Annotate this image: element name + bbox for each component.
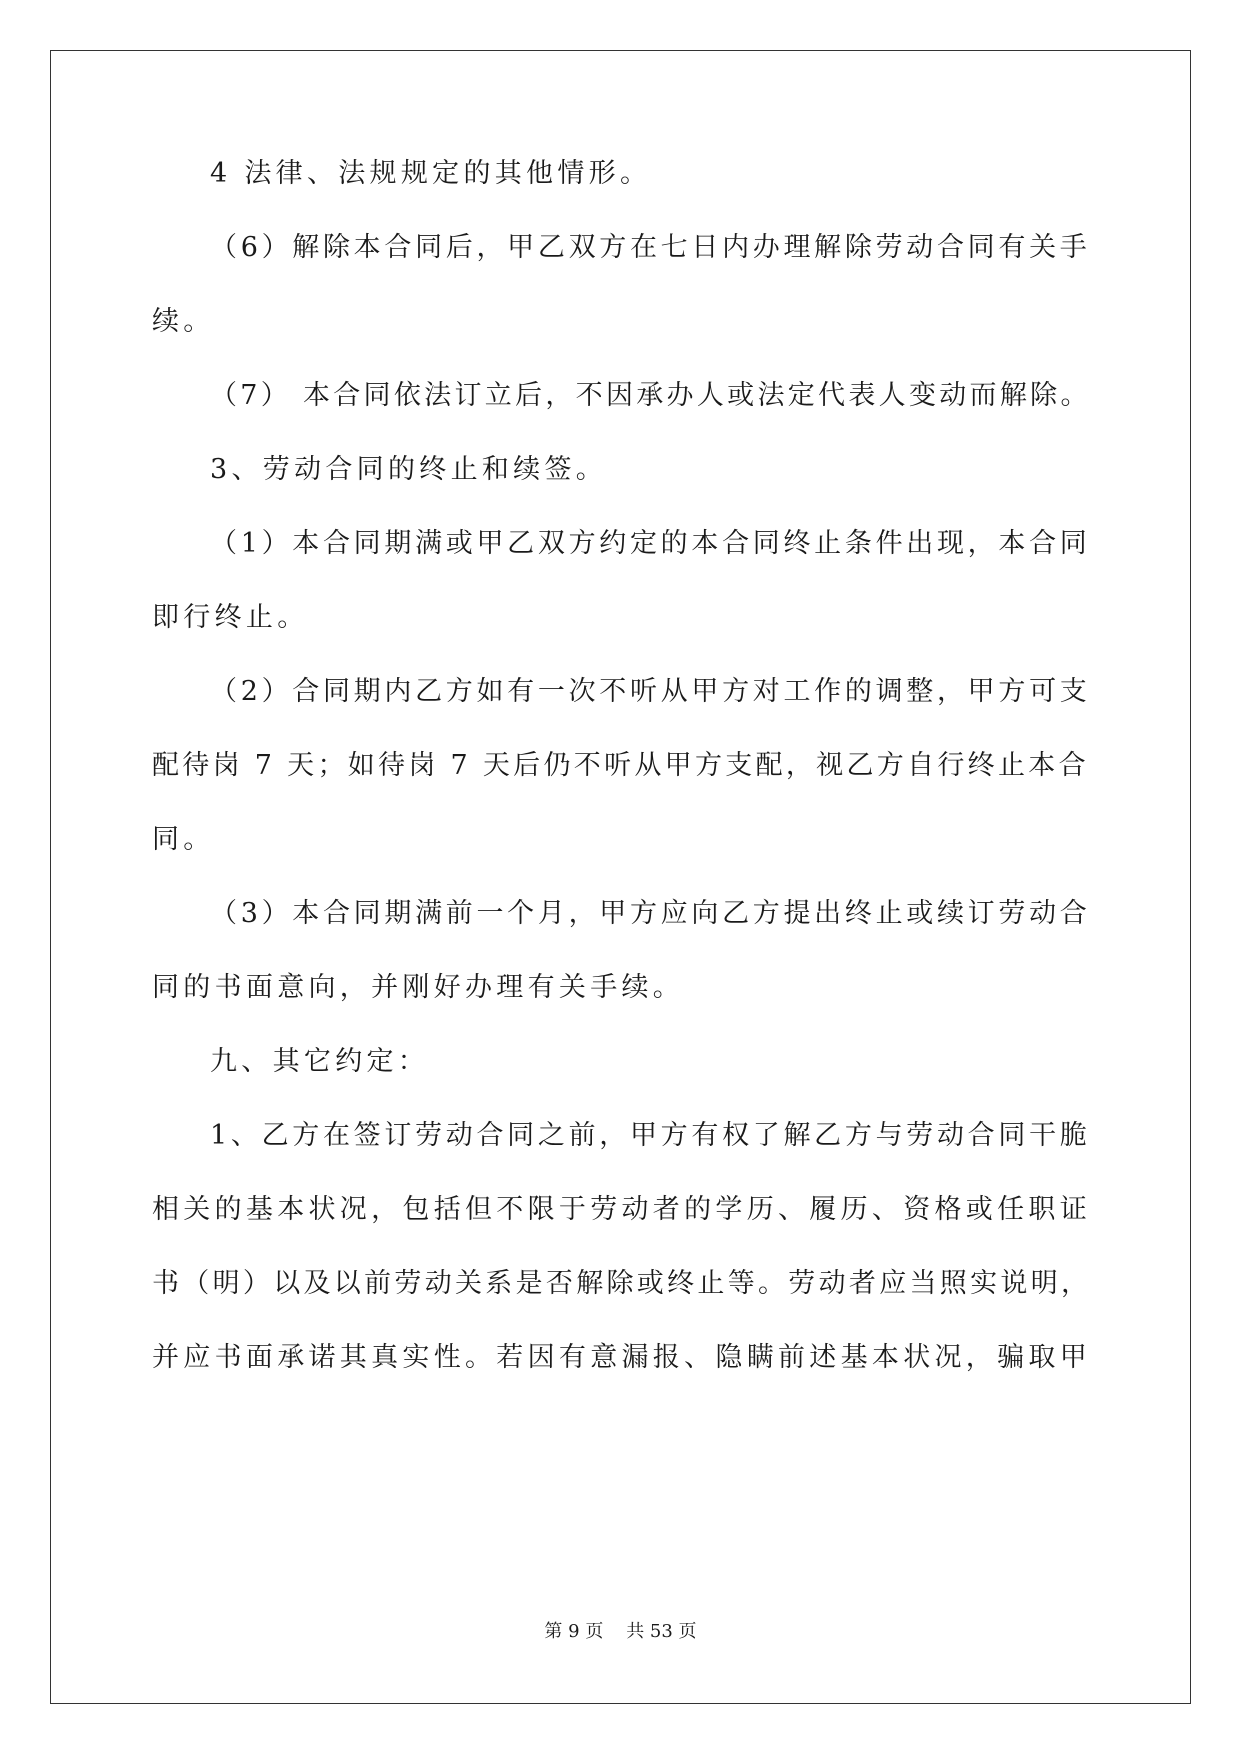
paragraph-line: 同。 <box>152 824 215 855</box>
paragraph-line: （7） 本合同依法订立后，不因承办人或法定代表人变动而解除。 <box>210 380 1091 411</box>
paragraph-line: 书（明）以及以前劳动关系是否解除或终止等。劳动者应当照实说明， <box>152 1268 1092 1299</box>
paragraph-line: 同的书面意向，并刚好办理有关手续。 <box>152 972 685 1003</box>
paragraph-line: 4 法律、法规规定的其他情形。 <box>210 158 652 189</box>
paragraph-line: 相关的基本状况，包括但不限于劳动者的学历、履历、资格或任职证 <box>152 1194 1091 1225</box>
paragraph-line: （3）本合同期满前一个月，甲方应向乙方提出终止或续订劳动合 <box>210 898 1091 929</box>
paragraph-line: 续。 <box>152 306 215 337</box>
paragraph-line: （1）本合同期满或甲乙双方约定的本合同终止条件出现，本合同 <box>210 528 1091 559</box>
paragraph-line: 配待岗 7 天；如待岗 7 天后仍不听从甲方支配，视乙方自行终止本合 <box>152 750 1089 781</box>
paragraph-line: 九、其它约定： <box>210 1046 430 1077</box>
paragraph-line: （2）合同期内乙方如有一次不听从甲方对工作的调整，甲方可支 <box>210 676 1091 707</box>
paragraph-line: 3、劳动合同的终止和续签。 <box>210 454 608 485</box>
page-number-footer: 第 9 页 共 53 页 <box>544 1621 697 1642</box>
paragraph-line: （6）解除本合同后，甲乙双方在七日内办理解除劳动合同有关手 <box>210 232 1091 263</box>
page-border <box>50 50 1191 1704</box>
paragraph-line: 1、乙方在签订劳动合同之前，甲方有权了解乙方与劳动合同干脆 <box>210 1120 1091 1151</box>
paragraph-line: 并应书面承诺其真实性。若因有意漏报、隐瞒前述基本状况，骗取甲 <box>152 1342 1091 1373</box>
paragraph-line: 即行终止。 <box>152 602 309 633</box>
